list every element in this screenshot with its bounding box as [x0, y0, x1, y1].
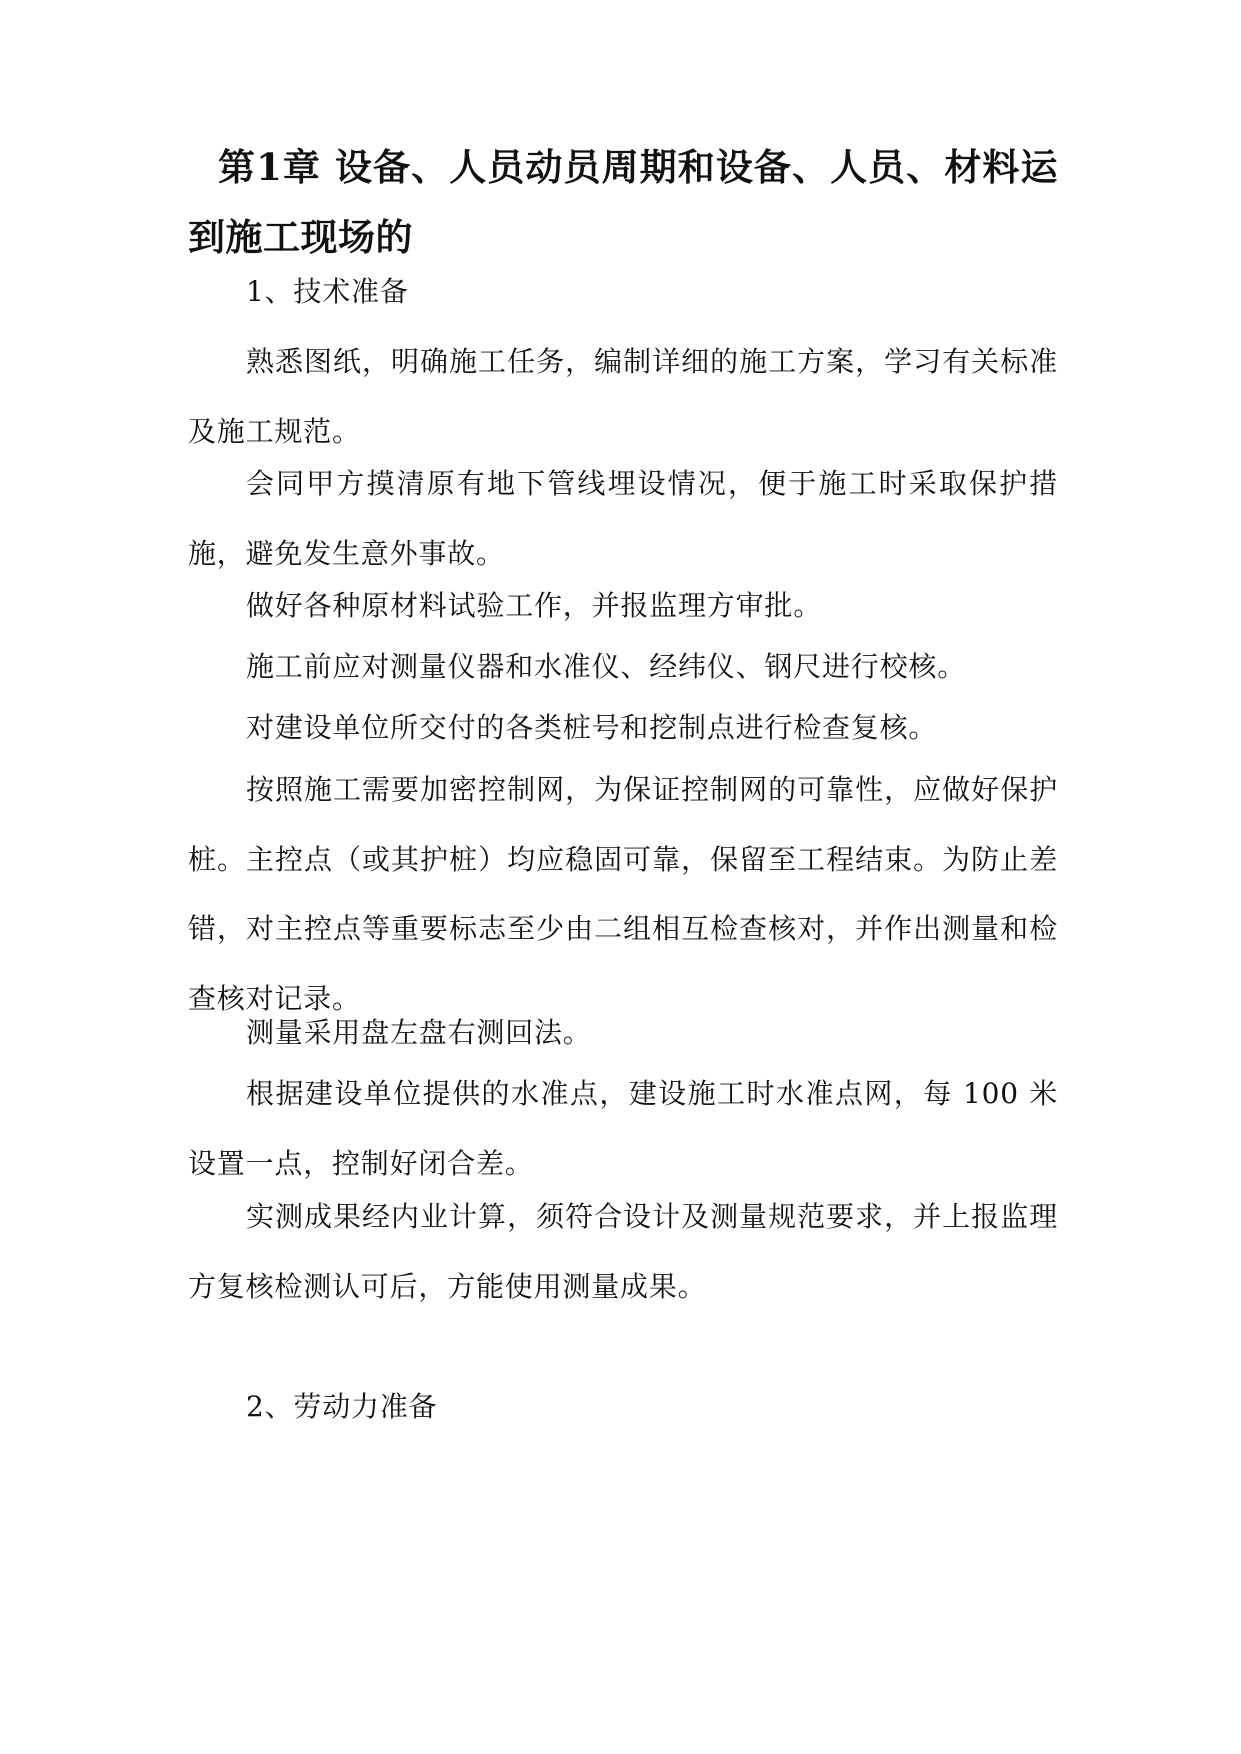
section-heading-labor-preparation: 2、劳动力准备	[246, 1390, 438, 1423]
paragraph-drawings: 熟悉图纸，明确施工任务，编制详细的施工方案，学习有关标准及施工规范。	[188, 345, 1058, 448]
paragraph-instrument-calibration: 施工前应对测量仪器和水准仪、经纬仪、钢尺进行校核。	[246, 650, 967, 683]
paragraph-material-tests: 做好各种原材料试验工作，并报监理方审批。	[246, 589, 823, 622]
section-heading-technical-preparation: 1、技术准备	[246, 275, 409, 308]
paragraph-benchmark-network: 根据建设单位提供的水准点，建设施工时水准点网，每 100 米设置一点，控制好闭合差。	[188, 1077, 1058, 1180]
chapter-title: 第1章 设备、人员动员周期和设备、人员、材料运到施工现场的	[188, 145, 1058, 259]
paragraph-survey-results: 实测成果经内业计算，须符合设计及测量规范要求，并上报监理方复核检测认可后，方能使用测量成果。	[188, 1200, 1058, 1303]
paragraph-control-network: 按照施工需要加密控制网，为保证控制网的可靠性，应做好保护桩。主控点（或其护桩）均应稳固可靠，保留至工程结束。为防止差错，对主控点等重要标志至少由二组相互检查核对，并作出测量和检查核对记录。	[188, 773, 1058, 1015]
paragraph-stake-check: 对建设单位所交付的各类桩号和挖制点进行检查复核。	[246, 711, 938, 744]
paragraph-underground-pipelines: 会同甲方摸清原有地下管线埋设情况，便于施工时采取保护措施，避免发生意外事故。	[188, 467, 1058, 570]
paragraph-survey-method: 测量采用盘左盘右测回法。	[246, 1016, 592, 1049]
